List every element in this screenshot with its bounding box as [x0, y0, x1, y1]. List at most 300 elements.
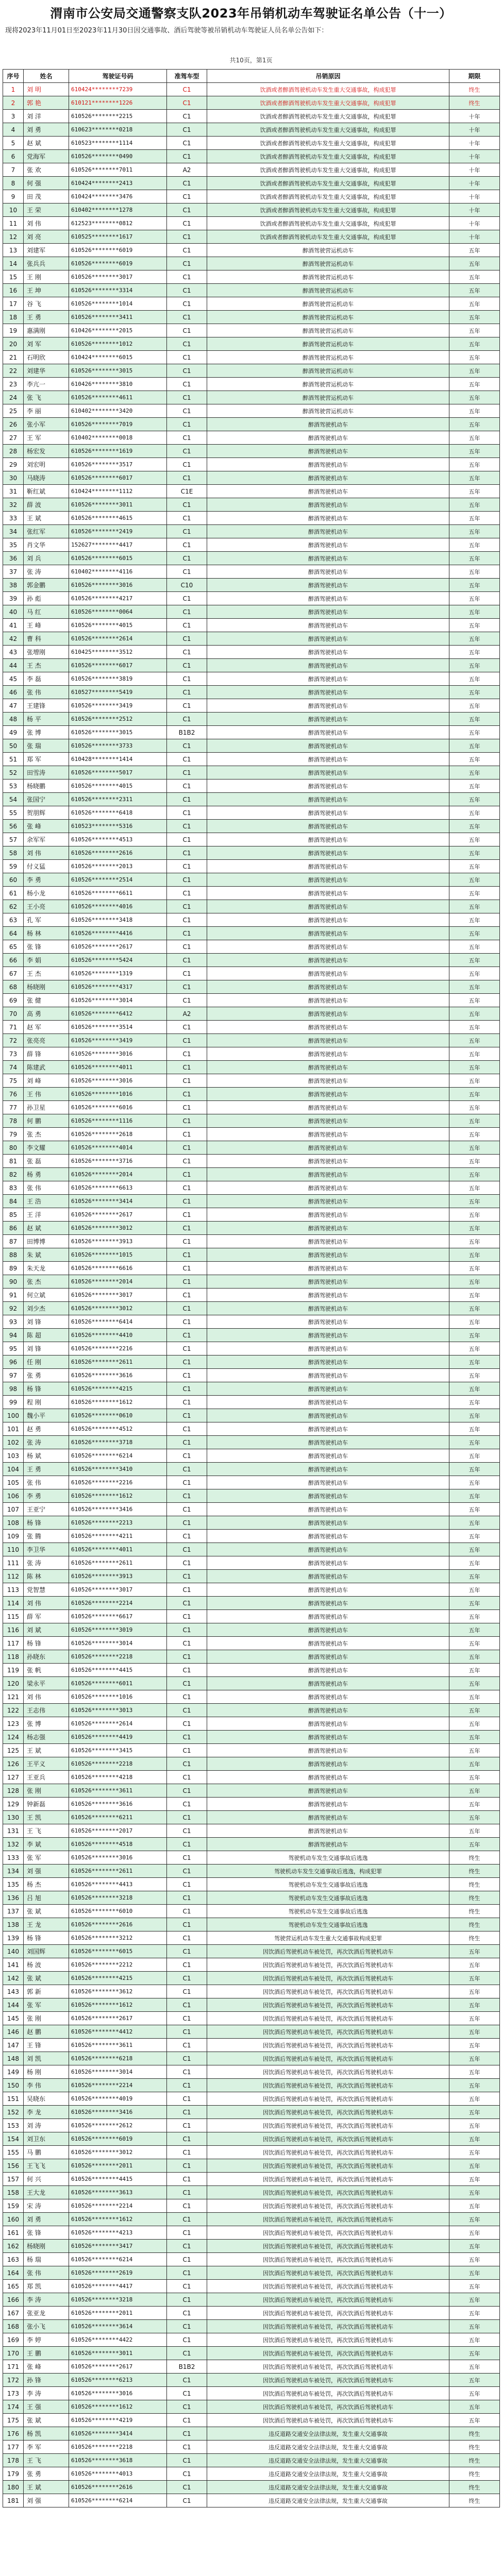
cell-license-number: 610526********2618 [69, 1128, 167, 1141]
table-row [3, 659, 500, 672]
cell-reason: 醉酒驾驶机动车 [207, 1262, 449, 1275]
cell-index: 51 [3, 753, 24, 766]
cell-name: 刘 亮 [24, 230, 69, 244]
cell-reason: 醉酒驾驶机动车 [207, 672, 449, 686]
cell-index: 69 [3, 994, 24, 1007]
cell-vehicle-class: C1 [167, 1918, 207, 1931]
cell-license-number: 610526********4218 [69, 1771, 167, 1784]
table-row [3, 2132, 500, 2146]
cell-term: 五年 [449, 1958, 500, 1972]
cell-reason: 醉酒驾驶机动车 [207, 565, 449, 579]
cell-term: 五年 [449, 2119, 500, 2132]
cell-vehicle-class: C1 [167, 1677, 207, 1690]
cell-reason: 饮酒或者醉酒驾驶机动车发生重大交通事故，构成犯罪 [207, 177, 449, 190]
table-row [3, 1677, 500, 1690]
table-row [3, 2347, 500, 2360]
cell-reason: 违反道路交通安全法律法规，发生重大交通事故 [207, 2481, 449, 2494]
cell-name: 刘卫东 [24, 2132, 69, 2146]
cell-index: 27 [3, 431, 24, 445]
cell-vehicle-class: C1 [167, 1637, 207, 1650]
cell-term: 五年 [449, 525, 500, 538]
cell-vehicle-class: C1 [167, 2400, 207, 2414]
cell-name: 王 坤 [24, 284, 69, 297]
cell-index: 130 [3, 1811, 24, 1824]
cell-name: 马 红 [24, 605, 69, 619]
cell-index: 52 [3, 766, 24, 779]
cell-term: 五年 [449, 1516, 500, 1530]
cell-license-number: 610526********1619 [69, 445, 167, 458]
cell-term: 十年 [449, 177, 500, 190]
cell-index: 172 [3, 2374, 24, 2387]
table-row [3, 2186, 500, 2199]
cell-term: 五年 [449, 1088, 500, 1101]
cell-index: 42 [3, 632, 24, 646]
table-row [3, 1931, 500, 1945]
cell-index: 83 [3, 1181, 24, 1195]
table-row [3, 1851, 500, 1865]
cell-index: 73 [3, 1047, 24, 1061]
cell-term: 五年 [449, 404, 500, 418]
cell-name: 张 伟 [24, 2266, 69, 2280]
table-row [3, 1436, 500, 1449]
cell-vehicle-class: C1 [167, 1530, 207, 1543]
cell-name: 宋 涛 [24, 2199, 69, 2213]
cell-license-number: 610526********2512 [69, 713, 167, 726]
cell-name: 张 涛 [24, 1436, 69, 1449]
cell-index: 80 [3, 1141, 24, 1155]
cell-term: 五年 [449, 1731, 500, 1744]
cell-license-number: 610526********2017 [69, 1824, 167, 1838]
cell-index: 41 [3, 619, 24, 632]
cell-license-number: 610526********4413 [69, 1878, 167, 1891]
table-row [3, 2333, 500, 2347]
cell-name: 赵 鹏 [24, 2025, 69, 2039]
cell-name: 李 勇 [24, 1489, 69, 1503]
cell-reason: 醉酒驾驶机动车 [207, 471, 449, 485]
cell-term: 五年 [449, 1489, 500, 1503]
cell-index: 117 [3, 1637, 24, 1650]
cell-index: 34 [3, 525, 24, 538]
cell-vehicle-class: C1 [167, 913, 207, 927]
cell-vehicle-class: C1 [167, 820, 207, 833]
cell-vehicle-class: C1 [167, 1865, 207, 1878]
cell-vehicle-class: C1 [167, 1382, 207, 1396]
cell-index: 143 [3, 1985, 24, 1998]
cell-license-number: 610526********3016 [69, 1074, 167, 1088]
cell-name: 田 茂 [24, 190, 69, 204]
cell-term: 五年 [449, 565, 500, 579]
cell-vehicle-class: C1 [167, 1690, 207, 1704]
cell-index: 1 [3, 83, 24, 96]
cell-term: 五年 [449, 1047, 500, 1061]
cell-license-number: 610526********4416 [69, 927, 167, 940]
cell-reason: 醉酒驾驶机动车 [207, 779, 449, 793]
cell-reason: 醉酒驾驶营运机动车 [207, 391, 449, 404]
cell-reason: 醉酒驾驶营运机动车 [207, 404, 449, 418]
table-row [3, 445, 500, 458]
cell-license-number: 610526********4011 [69, 1061, 167, 1074]
cell-name: 刘 锋 [24, 1315, 69, 1329]
cell-index: 147 [3, 2039, 24, 2052]
cell-index: 53 [3, 779, 24, 793]
cell-vehicle-class: C1 [167, 1570, 207, 1583]
cell-index: 44 [3, 659, 24, 672]
cell-license-number: 610526********3414 [69, 2427, 167, 2441]
cell-reason: 因饮酒后驾驶机动车被处罚，再次饮酒后驾驶机动车 [207, 2387, 449, 2400]
cell-name: 刘 强 [24, 1865, 69, 1878]
cell-name: 杨晓鹏 [24, 779, 69, 793]
table-row [3, 860, 500, 873]
cell-name: 杨 凯 [24, 2427, 69, 2441]
cell-license-number: 610526********2212 [69, 1958, 167, 1972]
cell-vehicle-class: C1 [167, 297, 207, 311]
cell-vehicle-class: C1 [167, 1436, 207, 1449]
cell-term: 五年 [449, 1382, 500, 1396]
cell-reason: 醉酒驾驶机动车 [207, 485, 449, 498]
cell-term: 五年 [449, 2333, 500, 2347]
cell-term: 终生 [449, 1931, 500, 1945]
cell-license-number: 610426********2015 [69, 324, 167, 337]
cell-name: 张 欢 [24, 163, 69, 177]
table-row [3, 1945, 500, 1958]
table-row [3, 2307, 500, 2320]
cell-name: 程 刚 [24, 1396, 69, 1409]
table-row [3, 1489, 500, 1503]
cell-name: 刘 斌 [24, 1623, 69, 1637]
cell-license-number: 610526********4513 [69, 833, 167, 846]
cell-license-number: 610526********2011 [69, 2159, 167, 2173]
table-row [3, 913, 500, 927]
cell-reason: 醉酒驾驶机动车 [207, 980, 449, 994]
cell-index: 156 [3, 2159, 24, 2173]
cell-license-number: 610526********3218 [69, 1891, 167, 1905]
cell-vehicle-class: C1 [167, 980, 207, 994]
cell-reason: 因饮酒后驾驶机动车被处罚，再次饮酒后驾驶机动车 [207, 2199, 449, 2213]
cell-name: 王 斌 [24, 512, 69, 525]
cell-reason: 醉酒驾驶机动车 [207, 860, 449, 873]
cell-reason: 驾驶机动车发生交通事故后逃逸 [207, 1891, 449, 1905]
cell-term: 五年 [449, 1409, 500, 1422]
table-row [3, 1128, 500, 1141]
cell-license-number: 610526********2213 [69, 1516, 167, 1530]
cell-name: 王 凯 [24, 1811, 69, 1824]
cell-reason: 醉酒驾驶机动车 [207, 1235, 449, 1248]
cell-name: 孔 军 [24, 913, 69, 927]
cell-name: 梁永平 [24, 1677, 69, 1690]
cell-reason: 驾驶机动车发生交通事故后逃逸 [207, 1918, 449, 1931]
table-row [3, 1583, 500, 1597]
cell-name: 张小飞 [24, 2320, 69, 2333]
cell-index: 35 [3, 538, 24, 552]
cell-index: 149 [3, 2065, 24, 2079]
cell-index: 47 [3, 699, 24, 713]
cell-reason: 醉酒驾驶机动车 [207, 1141, 449, 1155]
cell-term: 五年 [449, 2039, 500, 2052]
cell-name: 王建锋 [24, 699, 69, 713]
cell-vehicle-class: C1 [167, 431, 207, 445]
cell-reason: 因饮酒后驾驶机动车被处罚，再次饮酒后驾驶机动车 [207, 2414, 449, 2427]
cell-reason: 醉酒驾驶营运机动车 [207, 257, 449, 270]
cell-term: 五年 [449, 512, 500, 525]
table-row [3, 1275, 500, 1289]
cell-reason: 醉酒驾驶机动车 [207, 1704, 449, 1717]
cell-reason: 醉酒驾驶机动车 [207, 1784, 449, 1798]
table-row [3, 1476, 500, 1489]
cell-name: 张 斌 [24, 1972, 69, 1985]
cell-index: 179 [3, 2467, 24, 2481]
table-row [3, 940, 500, 954]
cell-license-number: 610425********3512 [69, 646, 167, 659]
cell-index: 169 [3, 2333, 24, 2347]
cell-name: 刘 兵 [24, 552, 69, 565]
cell-reason: 因饮酒后驾驶机动车被处罚，再次饮酒后驾驶机动车 [207, 2240, 449, 2253]
cell-index: 37 [3, 565, 24, 579]
cell-vehicle-class: C1 [167, 2347, 207, 2360]
cell-name: 石明欣 [24, 351, 69, 364]
cell-term: 五年 [449, 378, 500, 391]
cell-license-number: 610526********6214 [69, 2253, 167, 2266]
table-row [3, 1717, 500, 1731]
table-row [3, 1262, 500, 1275]
table-row [3, 270, 500, 284]
cell-index: 12 [3, 230, 24, 244]
cell-reason: 醉酒驾驶机动车 [207, 605, 449, 619]
cell-index: 123 [3, 1717, 24, 1731]
cell-license-number: 610526********3016 [69, 2387, 167, 2400]
cell-index: 106 [3, 1489, 24, 1503]
cell-reason: 违反道路交通安全法律法规，发生重大交通事故 [207, 2427, 449, 2441]
cell-license-number: 610526********2614 [69, 632, 167, 646]
cell-vehicle-class: C1 [167, 1141, 207, 1155]
table-row [3, 1289, 500, 1302]
cell-index: 43 [3, 646, 24, 659]
table-row [3, 1168, 500, 1181]
cell-name: 王志伟 [24, 1704, 69, 1717]
cell-name: 张红军 [24, 525, 69, 538]
cell-license-number: 610526********5424 [69, 954, 167, 967]
cell-vehicle-class: C1 [167, 2427, 207, 2441]
table-row [3, 1731, 500, 1744]
cell-reason: 醉酒驾驶机动车 [207, 1690, 449, 1704]
cell-name: 杨 瑞 [24, 2253, 69, 2266]
cell-term: 五年 [449, 2293, 500, 2307]
cell-term: 五年 [449, 1369, 500, 1382]
cell-term: 五年 [449, 1945, 500, 1958]
cell-index: 115 [3, 1610, 24, 1623]
cell-term: 终生 [449, 2427, 500, 2441]
table-row [3, 1865, 500, 1878]
cell-license-number: 610526********2311 [69, 793, 167, 806]
cell-name: 张增刚 [24, 646, 69, 659]
table-row [3, 2173, 500, 2186]
cell-vehicle-class: C1 [167, 1998, 207, 2012]
cell-name: 杨 锋 [24, 1516, 69, 1530]
table-row [3, 994, 500, 1007]
cell-license-number: 610526********3314 [69, 284, 167, 297]
cell-reason: 醉酒驾驶机动车 [207, 873, 449, 887]
cell-vehicle-class: C1 [167, 1235, 207, 1248]
cell-term: 终生 [449, 1905, 500, 1918]
cell-index: 87 [3, 1235, 24, 1248]
table-row [3, 230, 500, 244]
cell-name: 薛 锋 [24, 1047, 69, 1061]
cell-index: 15 [3, 270, 24, 284]
cell-reason: 醉酒驾驶机动车 [207, 1623, 449, 1637]
cell-reason: 违反道路交通安全法律法规，发生重大交通事故 [207, 2494, 449, 2507]
cell-name: 王 峰 [24, 619, 69, 632]
cell-name: 李 涛 [24, 2293, 69, 2307]
header-term: 期限 [449, 70, 500, 83]
cell-license-number: 610526********3718 [69, 1436, 167, 1449]
cell-license-number: 610526********4016 [69, 900, 167, 913]
cell-term: 五年 [449, 552, 500, 565]
cell-name: 付义猛 [24, 860, 69, 873]
table-row [3, 1838, 500, 1851]
cell-index: 3 [3, 110, 24, 123]
cell-name: 杨 平 [24, 713, 69, 726]
table-row [3, 1181, 500, 1195]
cell-reason: 醉酒驾驶机动车 [207, 1396, 449, 1409]
cell-name: 张 刚 [24, 2012, 69, 2025]
cell-reason: 饮酒或者醉酒驾驶机动车发生重大交通事故，构成犯罪 [207, 123, 449, 137]
cell-vehicle-class: C1 [167, 1422, 207, 1436]
cell-term: 五年 [449, 1597, 500, 1610]
cell-license-number: 610526********3012 [69, 1222, 167, 1235]
cell-index: 119 [3, 1664, 24, 1677]
cell-term: 五年 [449, 994, 500, 1007]
cell-term: 五年 [449, 1463, 500, 1476]
cell-reason: 醉酒驾驶机动车 [207, 1422, 449, 1436]
cell-name: 李 丽 [24, 404, 69, 418]
table-row [3, 1637, 500, 1650]
cell-index: 121 [3, 1690, 24, 1704]
cell-term: 五年 [449, 579, 500, 592]
cell-reason: 醉酒驾驶机动车 [207, 1824, 449, 1838]
cell-index: 150 [3, 2079, 24, 2092]
cell-reason: 饮酒或者醉酒驾驶机动车发生重大交通事故，构成犯罪 [207, 217, 449, 230]
cell-term: 五年 [449, 1583, 500, 1597]
cell-index: 93 [3, 1315, 24, 1329]
cell-term: 五年 [449, 672, 500, 686]
cell-term: 五年 [449, 1289, 500, 1302]
cell-vehicle-class: C1 [167, 378, 207, 391]
table-row [3, 1463, 500, 1476]
cell-reason: 醉酒驾驶机动车 [207, 525, 449, 538]
cell-reason: 因饮酒后驾驶机动车被处罚，再次饮酒后驾驶机动车 [207, 2307, 449, 2320]
cell-license-number: 610526********1012 [69, 337, 167, 351]
table-row [3, 793, 500, 806]
cell-reason: 醉酒驾驶机动车 [207, 1007, 449, 1021]
cell-reason: 醉酒驾驶机动车 [207, 592, 449, 605]
header-license-number: 驾驶证号码 [69, 70, 167, 83]
cell-term: 五年 [449, 1650, 500, 1664]
table-row [3, 351, 500, 364]
cell-index: 16 [3, 284, 24, 297]
cell-index: 157 [3, 2173, 24, 2186]
cell-index: 81 [3, 1155, 24, 1168]
cell-vehicle-class: C1 [167, 659, 207, 672]
cell-index: 132 [3, 1838, 24, 1851]
cell-index: 180 [3, 2481, 24, 2494]
cell-term: 五年 [449, 1664, 500, 1677]
table-row [3, 739, 500, 753]
cell-reason: 因饮酒后驾驶机动车被处罚，再次饮酒后驾驶机动车 [207, 2065, 449, 2079]
cell-index: 54 [3, 793, 24, 806]
table-row [3, 96, 500, 110]
table-row [3, 2039, 500, 2052]
cell-vehicle-class: C1 [167, 552, 207, 565]
cell-vehicle-class: C1 [167, 1771, 207, 1784]
cell-vehicle-class: C1 [167, 2079, 207, 2092]
cell-term: 五年 [449, 257, 500, 270]
table-row [3, 833, 500, 846]
cell-vehicle-class: C1 [167, 565, 207, 579]
cell-license-number: 610526********6412 [69, 1007, 167, 1021]
cell-index: 23 [3, 378, 24, 391]
cell-reason: 饮酒或者醉酒驾驶机动车发生重大交通事故，构成犯罪 [207, 137, 449, 150]
cell-vehicle-class: C1 [167, 284, 207, 297]
cell-name: 刘建华 [24, 364, 69, 378]
table-row [3, 1958, 500, 1972]
cell-reason: 醉酒驾驶营运机动车 [207, 351, 449, 364]
cell-vehicle-class: C1 [167, 498, 207, 512]
cell-index: 22 [3, 364, 24, 378]
cell-index: 171 [3, 2360, 24, 2374]
cell-vehicle-class: C1 [167, 1396, 207, 1409]
cell-license-number: 612523********0812 [69, 217, 167, 230]
cell-vehicle-class: C1 [167, 1503, 207, 1516]
cell-name: 杨 锋 [24, 1931, 69, 1945]
cell-index: 109 [3, 1530, 24, 1543]
cell-reason: 醉酒驾驶机动车 [207, 766, 449, 779]
cell-reason: 违反道路交通安全法律法规，发生重大交通事故 [207, 2454, 449, 2467]
cell-reason: 醉酒驾驶机动车 [207, 1034, 449, 1047]
cell-vehicle-class: C1 [167, 190, 207, 204]
table-row [3, 2454, 500, 2467]
cell-name: 张 刚 [24, 1784, 69, 1798]
cell-index: 25 [3, 404, 24, 418]
cell-term: 五年 [449, 873, 500, 887]
cell-license-number: 610526********4011 [69, 1543, 167, 1556]
cell-license-number: 610526********3017 [69, 270, 167, 284]
cell-vehicle-class: A2 [167, 1007, 207, 1021]
cell-reason: 因饮酒后驾驶机动车被处罚，再次饮酒后驾驶机动车 [207, 2039, 449, 2052]
cell-license-number: 610526********1015 [69, 1248, 167, 1262]
cell-index: 155 [3, 2146, 24, 2159]
cell-reason: 醉酒驾驶机动车 [207, 1677, 449, 1690]
cell-name: 刘 峰 [24, 1074, 69, 1088]
cell-term: 五年 [449, 2146, 500, 2159]
table-row [3, 1195, 500, 1208]
cell-reason: 醉酒驾驶机动车 [207, 833, 449, 846]
cell-term: 五年 [449, 2186, 500, 2199]
cell-name: 张 帆 [24, 1664, 69, 1677]
cell-license-number: 610424********3476 [69, 190, 167, 204]
cell-term: 五年 [449, 2280, 500, 2293]
cell-index: 108 [3, 1516, 24, 1530]
cell-reason: 饮酒或者醉酒驾驶机动车发生重大交通事故，构成犯罪 [207, 230, 449, 244]
cell-name: 王 刚 [24, 270, 69, 284]
cell-index: 6 [3, 150, 24, 163]
table-row [3, 1342, 500, 1355]
cell-vehicle-class: B1B2 [167, 2360, 207, 2374]
table-row [3, 1891, 500, 1905]
cell-reason: 醉酒驾驶营运机动车 [207, 284, 449, 297]
cell-vehicle-class: C1 [167, 2119, 207, 2132]
cell-license-number: 610526********3012 [69, 2146, 167, 2159]
cell-license-number: 610526********5017 [69, 766, 167, 779]
cell-vehicle-class: C1 [167, 1985, 207, 1998]
